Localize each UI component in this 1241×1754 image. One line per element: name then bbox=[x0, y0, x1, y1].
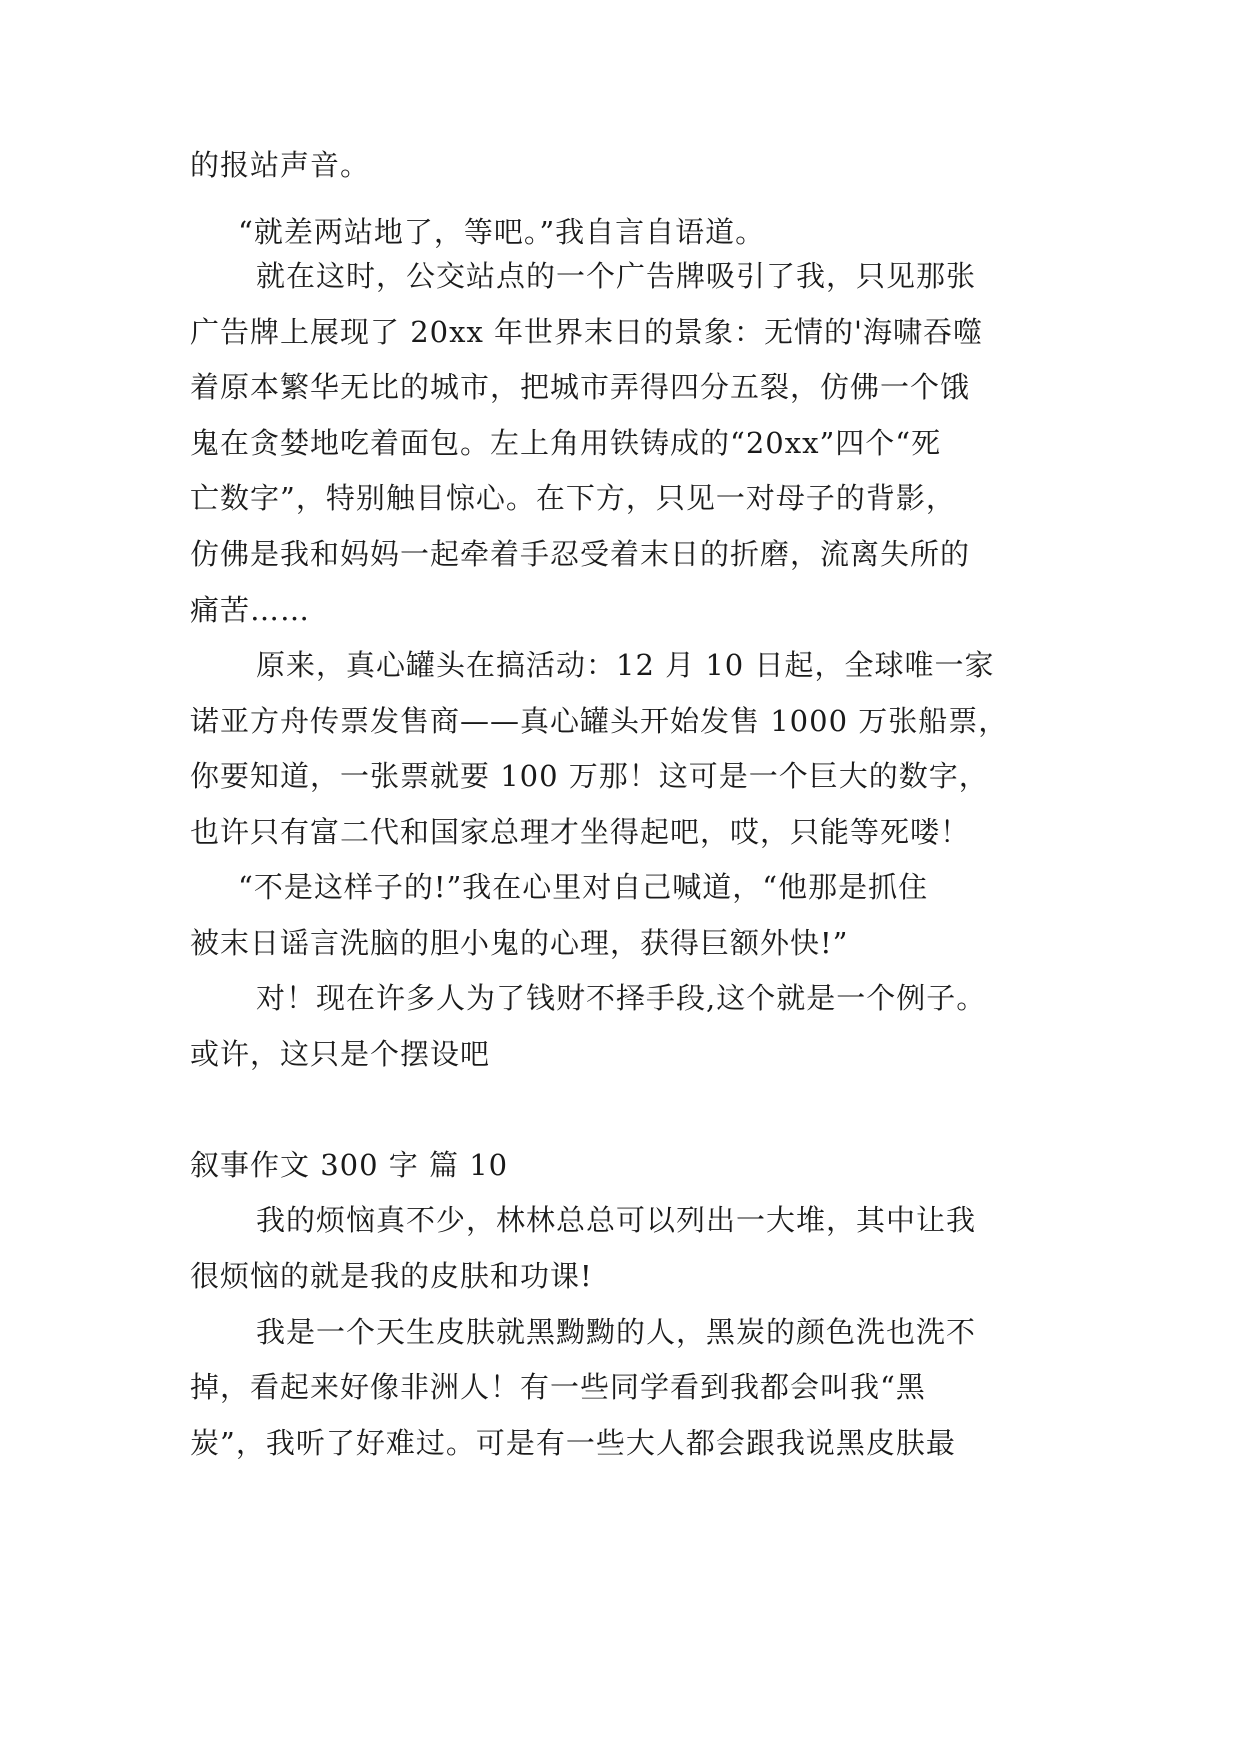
paragraph-line: 就在这时，公交站点的一个广告牌吸引了我，只见那张 bbox=[256, 259, 977, 293]
paragraph-line: 仿佛是我和妈妈一起牵着手忍受着末日的折磨，流离失所的 bbox=[190, 537, 971, 571]
paragraph-line: 亡数字”，特别触目惊心。在下方，只见一对母子的背影， bbox=[190, 481, 956, 515]
paragraph-line: “不是这样子的!”我在心里对自己喊道，“他那是抓住 bbox=[238, 870, 929, 904]
paragraph-line: 着原本繁华无比的城市，把城市弄得四分五裂，仿佛一个饿 bbox=[190, 370, 971, 404]
paragraph-line: 鬼在贪婪地吃着面包。左上角用铁铸成的“20xx”四个“死 bbox=[190, 426, 942, 460]
paragraph-line: 原来，真心罐头在搞活动：12 月 10 日起，全球唯一家 bbox=[256, 648, 995, 682]
paragraph-line: 也许只有富二代和国家总理才坐得起吧，哎，只能等死喽！ bbox=[190, 815, 971, 849]
paragraph-line: 我的烦恼真不少，林林总总可以列出一大堆，其中让我 bbox=[256, 1203, 977, 1237]
paragraph-line: 被末日谣言洗脑的胆小鬼的心理，获得巨额外快!” bbox=[190, 926, 849, 960]
paragraph-line: 掉，看起来好像非洲人！有一些同学看到我都会叫我“黑 bbox=[190, 1370, 926, 1404]
paragraph-line: 诺亚方舟传票发售商——真心罐头开始发售 1000 万张船票， bbox=[190, 704, 1009, 738]
paragraph-line: 的报站声音。 bbox=[190, 148, 371, 182]
paragraph-line: 广告牌上展现了 20xx 年世界末日的景象：无情的'海啸吞噬 bbox=[190, 315, 984, 349]
section-heading: 叙事作文 300 字 篇 10 bbox=[190, 1148, 509, 1182]
paragraph-line: 炭”，我听了好难过。可是有一些大人都会跟我说黑皮肤最 bbox=[190, 1426, 956, 1460]
paragraph-line: 或许，这只是个摆设吧 bbox=[190, 1037, 491, 1071]
paragraph-line: 对！现在许多人为了钱财不择手段,这个就是一个例子。 bbox=[256, 981, 987, 1015]
paragraph-line: “就差两站地了，等吧。”我自言自语道。 bbox=[238, 215, 766, 249]
paragraph-line: 很烦恼的就是我的皮肤和功课! bbox=[190, 1259, 593, 1293]
paragraph-line: 痛苦…… bbox=[190, 593, 311, 627]
paragraph-line: 你要知道，一张票就要 100 万那！这可是一个巨大的数字， bbox=[190, 759, 989, 793]
paragraph-line: 我是一个天生皮肤就黑黝黝的人，黑炭的颜色洗也洗不 bbox=[256, 1315, 977, 1349]
